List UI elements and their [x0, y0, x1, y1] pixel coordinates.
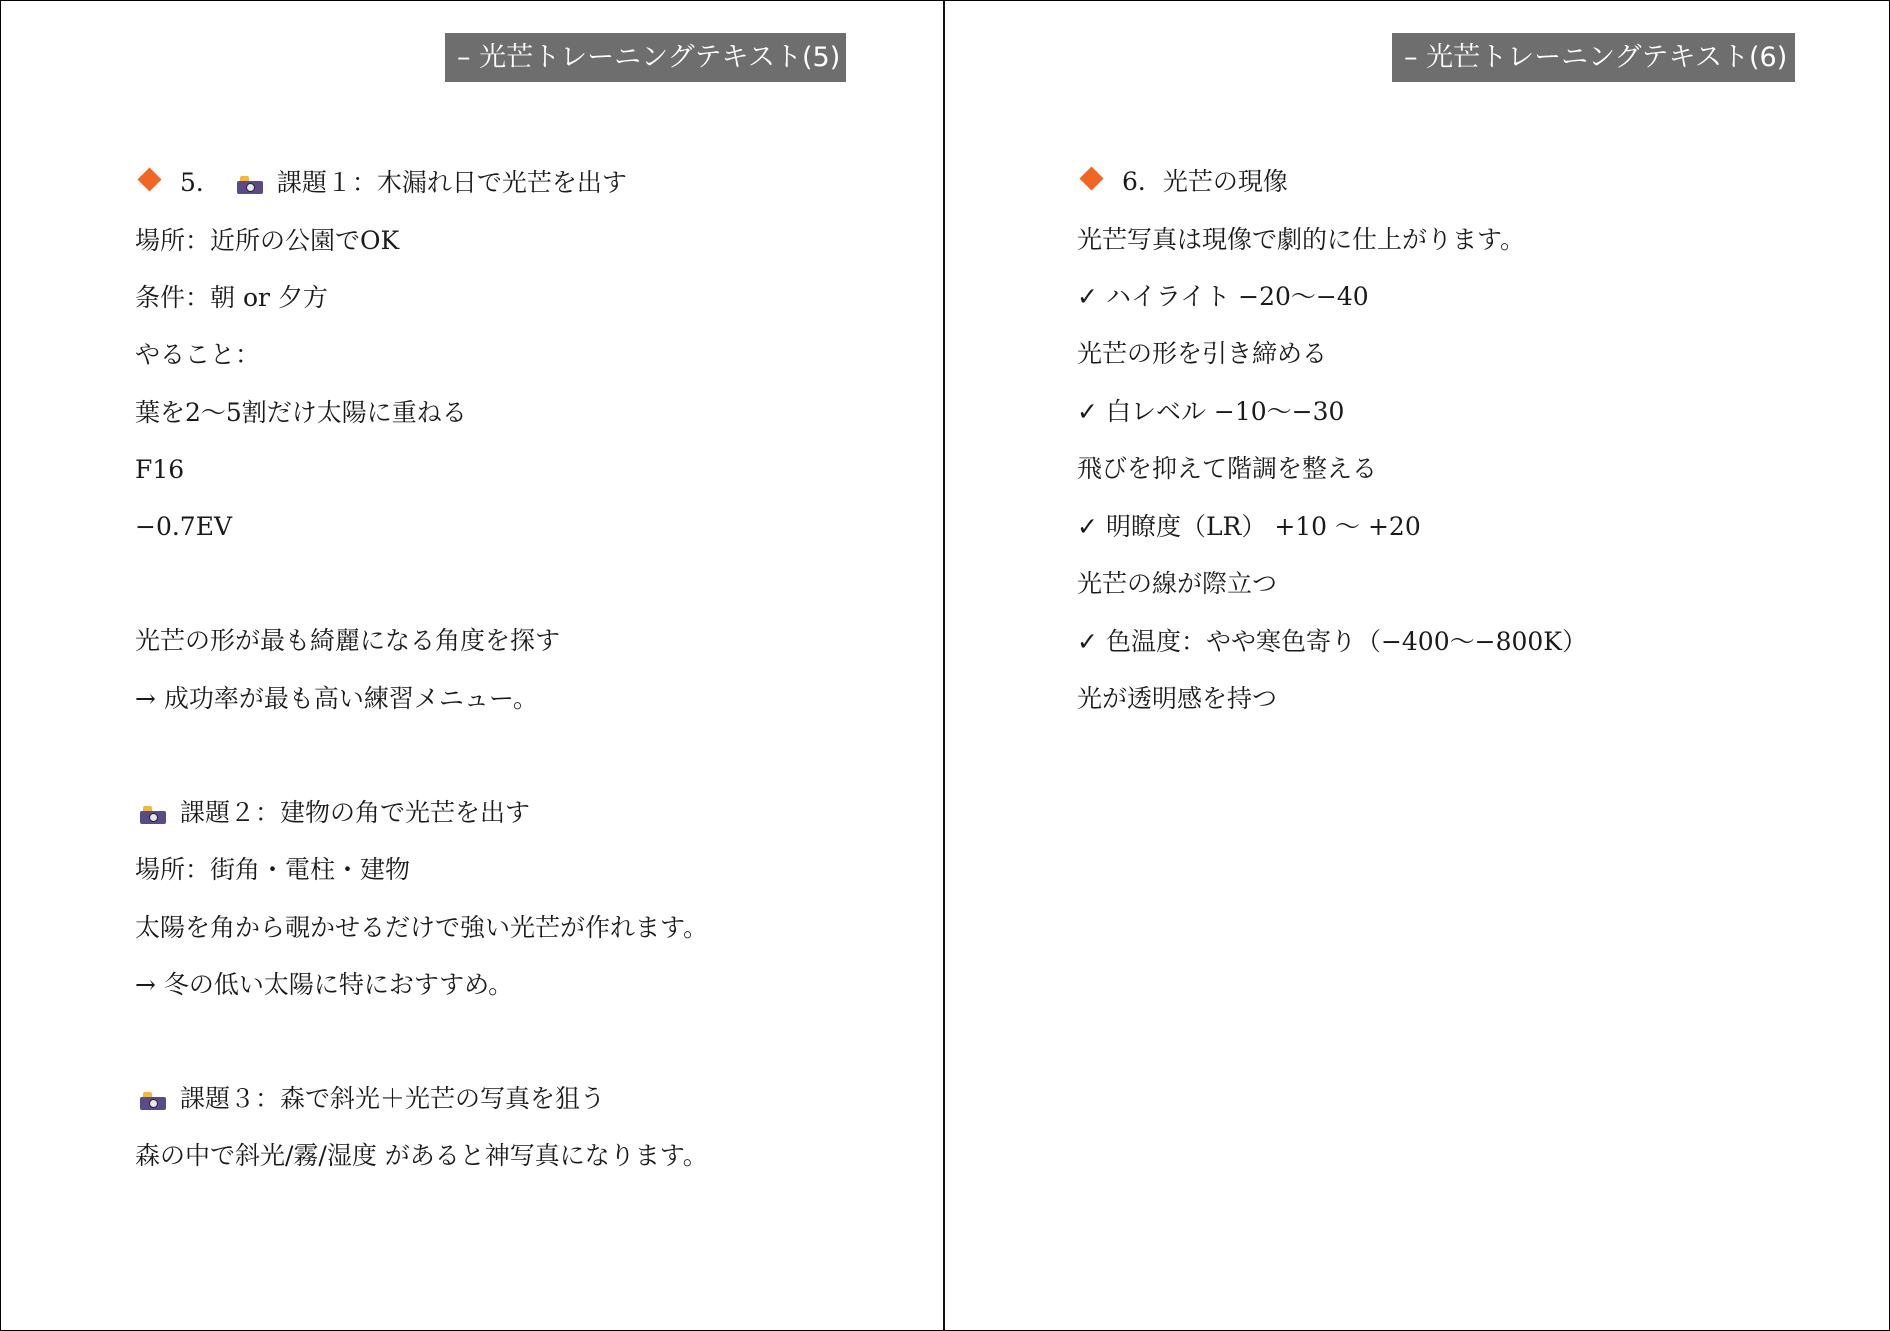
- page-header: – 光芒トレーニングテキスト(6): [1392, 33, 1795, 82]
- setting-item: [1077, 626, 1587, 658]
- task1-line: 場所：近所の公園でOK: [135, 226, 400, 255]
- camera-icon: [237, 175, 263, 193]
- setting-text: 明瞭度（LR） +10 〜 +20: [1105, 512, 1421, 541]
- right-page: [945, 0, 1890, 1331]
- camera-icon: [140, 1091, 166, 1109]
- check-icon: ✓: [1077, 512, 1098, 541]
- task1-title: 課題１：木漏れ日で光芒を出す: [276, 168, 627, 197]
- task3-heading: [138, 1083, 605, 1115]
- setting-effect: 飛びを抑えて階調を整える: [1077, 454, 1378, 483]
- setting-item: [1077, 396, 1344, 428]
- setting-item: [1077, 511, 1421, 543]
- diamond-bullet-icon: [1079, 166, 1103, 190]
- setting-item: [1077, 281, 1369, 313]
- setting-effect: 光芒の線が際立つ: [1077, 569, 1278, 598]
- task1-line: やること：: [135, 340, 261, 369]
- task2-line: 太陽を角から覗かせるだけで強い光芒が作れます。: [135, 913, 709, 942]
- task2-title: 課題２：建物の角で光芒を出す: [180, 798, 531, 827]
- section-title: 6．光芒の現像: [1122, 167, 1288, 196]
- task1-line: 条件：朝 or 夕方: [135, 283, 328, 312]
- section-number: 5．: [180, 168, 221, 197]
- page-header: – 光芒トレーニングテキスト(5): [445, 33, 846, 82]
- task2-line: 場所：街角・電柱・建物: [135, 855, 411, 884]
- task3-line: 森の中で斜光/霧/湿度 があると神写真になります。: [135, 1141, 708, 1170]
- check-icon: ✓: [1077, 397, 1098, 426]
- setting-text: ハイライト −20〜−40: [1105, 282, 1369, 311]
- task1-line: −0.7EV: [135, 512, 233, 541]
- section-heading: [1077, 166, 1288, 198]
- diamond-bullet-icon: [137, 167, 161, 191]
- task3-title: 課題３：森で斜光＋光芒の写真を狙う: [180, 1084, 606, 1113]
- camera-icon: [140, 805, 166, 823]
- check-icon: ✓: [1077, 282, 1098, 311]
- check-icon: ✓: [1077, 627, 1098, 656]
- task2-line: → 冬の低い太陽に特におすすめ。: [135, 970, 514, 999]
- setting-effect: 光が透明感を持つ: [1077, 684, 1278, 713]
- task2-heading: [138, 797, 530, 829]
- task1-line: 光芒の形が最も綺麗になる角度を探す: [135, 626, 561, 655]
- setting-effect: 光芒の形を引き締める: [1077, 339, 1328, 368]
- intro-text: 光芒写真は現像で劇的に仕上がります。: [1077, 225, 1526, 254]
- setting-text: 色温度：やや寒色寄り（−400〜−800K）: [1105, 627, 1587, 656]
- setting-text: 白レベル −10〜−30: [1105, 397, 1345, 426]
- task1-line: 葉を2〜5割だけ太陽に重ねる: [135, 398, 467, 427]
- task1-line: → 成功率が最も高い練習メニュー。: [135, 684, 538, 713]
- task1-line: F16: [135, 455, 185, 484]
- section-heading: [135, 167, 627, 199]
